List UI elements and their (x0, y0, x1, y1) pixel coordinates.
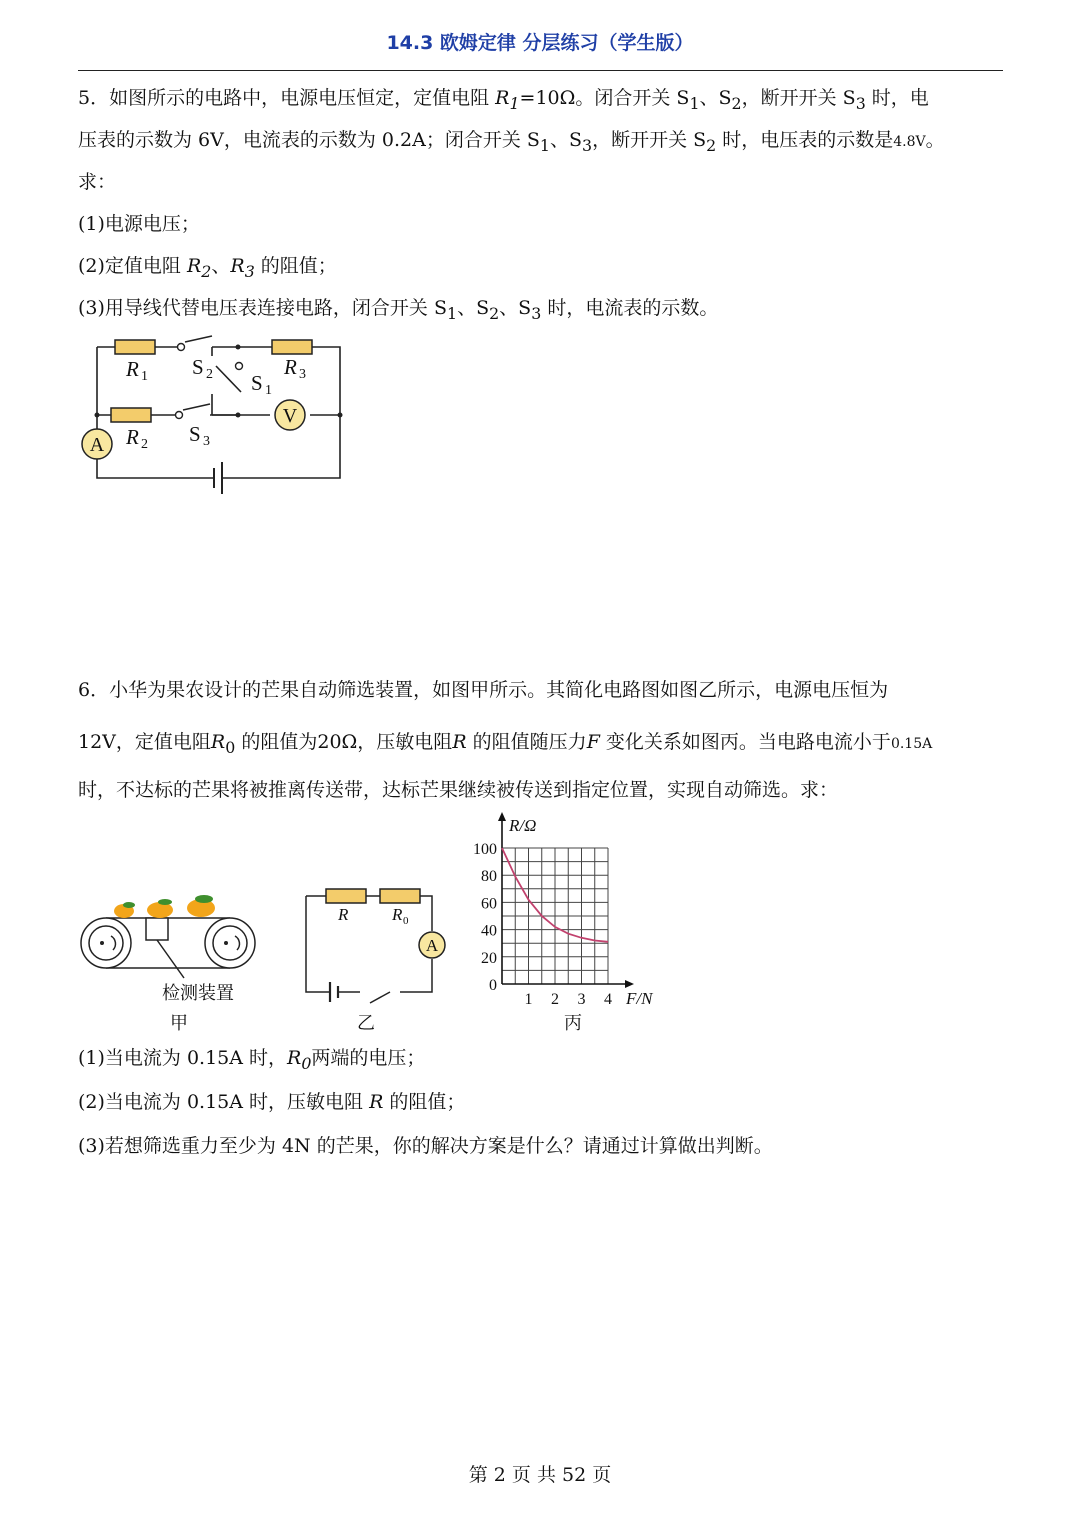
figure-label-bing: 丙 (564, 1013, 582, 1033)
y-tick-label: 100 (473, 841, 497, 858)
y-tick-label: 80 (481, 868, 497, 886)
label-r2: R (126, 425, 139, 449)
label-s3-sub: 3 (203, 434, 210, 449)
q6-conveyor-figure (76, 888, 270, 1038)
label-r0: R (392, 905, 403, 924)
mango-leaf (123, 902, 135, 908)
q5-line-2: 压表的示数为 6V，电流表的示数为 0.2A；闭合开关 $S_1$、$S_3$，断开开关 $S_2$ 时，电压表的示数是4.8V。 (78, 129, 945, 155)
label-r1-sub: 1 (141, 369, 148, 384)
graph-grid (502, 848, 608, 984)
y-tick-label: 60 (481, 895, 497, 913)
label-r3: R (284, 355, 297, 379)
q5-line-3: 求： (78, 171, 117, 193)
switch-s3-pivot (176, 412, 183, 419)
q6-graph-figure (460, 808, 700, 1038)
y-tick-label: 0 (489, 977, 497, 994)
mango-leaf (158, 899, 172, 905)
y-tick-label: 20 (481, 949, 497, 967)
label-r1: R (126, 357, 139, 381)
q6-sub-1: (1)当电流为 0.15A 时，$R_0$两端的电压； (78, 1047, 426, 1073)
resistor-r0 (380, 889, 420, 903)
ammeter-label: A (425, 936, 439, 955)
wheel-axle (100, 941, 104, 945)
junction-dot (236, 345, 241, 350)
x-tick-label: 1 (524, 991, 533, 1008)
junction-dot (236, 413, 241, 418)
switch-s2-pivot (178, 344, 185, 351)
q5-sub-2: (2)定值电阻 $R_2$、$R_3$ 的阻值； (78, 255, 337, 281)
label-s2: S (192, 355, 204, 379)
figure-label-yi: 乙 (357, 1013, 375, 1033)
axis-arrow-x (625, 980, 634, 988)
label-r3-sub: 3 (299, 367, 306, 382)
resistor-r1 (115, 340, 155, 354)
label-s2-sub: 2 (206, 367, 213, 382)
q5-sub-3: (3)用导线代替电压表连接电路，闭合开关 $S_1$、$S_2$、$S_3$ 时，电流表的示数。 (78, 297, 719, 323)
label-r2-sub: 2 (141, 437, 148, 452)
q6-line-3: 时，不达标的芒果将被推离传送带，达标芒果继续被传送到指定位置，实现自动筛选。求： (78, 779, 839, 801)
wheel-axle (224, 941, 228, 945)
label-r0-sub: 0 (403, 915, 409, 927)
mango-leaf (195, 895, 213, 903)
q6-sub-3: (3)若想筛选重力至少为 4N 的芒果，你的解决方案是什么？请通过计算做出判断。 (78, 1135, 773, 1157)
y-axis-label: R/Ω (509, 816, 537, 835)
resistor-r2 (111, 408, 151, 422)
junction-dot (95, 413, 100, 418)
q5-sub-1: (1)电源电压； (78, 213, 200, 235)
q6-line-2: 12V，定值电阻$R_0$ 的阻值为20Ω，压敏电阻R 的阻值随压力F 变化关系如图丙。当电路电流小于0.15A (78, 731, 933, 757)
axis-arrow-y (498, 812, 506, 821)
label-s3: S (189, 422, 201, 446)
label-s1: S (251, 371, 263, 395)
page-footer: 第 2 页 共 52 页 (468, 1464, 612, 1486)
label-s1-sub: 1 (265, 383, 272, 398)
x-tick-label: 2 (551, 991, 559, 1008)
junction-dot (338, 413, 343, 418)
switch-s1-pivot (236, 363, 243, 370)
ammeter-label: A (89, 434, 105, 456)
label-r: R (338, 905, 349, 924)
x-tick-label: 3 (577, 991, 586, 1008)
figure-label-jia: 甲 (170, 1013, 188, 1033)
header-divider (78, 70, 1003, 71)
q6-line-1: 6．小华为果农设计的芒果自动筛选装置，如图甲所示。其简化电路图如图乙所示，电源电压恒为 (78, 679, 889, 701)
voltmeter-label: V (282, 405, 298, 427)
q5-circuit-figure (76, 334, 350, 498)
page-header-title: 14.3 欧姆定律 分层练习（学生版） (386, 32, 694, 54)
device-label: 检测装置 (162, 983, 234, 1003)
x-tick-label: 4 (604, 991, 612, 1008)
x-axis-label: F/N (626, 989, 653, 1008)
q5-line-1: 5．如图所示的电路中，电源电压恒定，定值电阻 $R_1=10\Omega$。闭合开关 $S_1$、$S_2$，断开开关 $S_3$ 时，电 (78, 87, 929, 113)
resistor-r (326, 889, 366, 903)
q6-circuit-figure (296, 884, 456, 1038)
resistor-r3 (272, 340, 312, 354)
q6-sub-2: (2)当电流为 0.15A 时，压敏电阻 R 的阻值； (78, 1091, 466, 1113)
y-tick-label: 40 (481, 922, 497, 940)
